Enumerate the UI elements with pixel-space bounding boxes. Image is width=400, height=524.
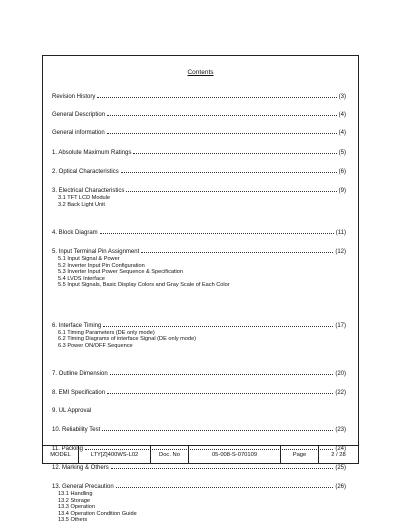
toc-entry-label: General information: [52, 130, 105, 136]
dot-leader: [126, 191, 336, 192]
toc-entry-page: (26): [335, 484, 346, 490]
toc-row: [52, 130, 346, 137]
toc-entry: [52, 390, 346, 397]
toc-entry-label: 10. Reliability Test: [52, 427, 101, 433]
toc-entry-label: 4. Block Diagram: [52, 230, 98, 236]
toc-subentry: 6.2 Timing Diagrams of interface Signal (DE only mode): [58, 336, 197, 342]
toc-row: [52, 484, 346, 491]
dot-leader: [97, 97, 336, 98]
toc-entry: [52, 130, 346, 137]
toc-subentry: 5.5 Input Signals, Basic Display Colors and Gray Scale of Each Color: [58, 282, 230, 288]
footer-doc-label: Doc. No: [151, 446, 189, 463]
toc-entry-label: General Description: [52, 112, 106, 118]
toc-entry-page: (17): [335, 322, 346, 329]
toc-entry: [52, 94, 346, 101]
toc-entry: [52, 188, 346, 208]
dot-leader: [110, 374, 334, 375]
toc-entry: [52, 230, 346, 237]
toc-entry: [52, 169, 346, 176]
toc-entry-page: (22): [335, 390, 346, 396]
toc-entry-label: 12. Marking & Others: [52, 465, 109, 471]
toc-entry-label: 3. Electrical Characteristics: [52, 188, 125, 194]
toc-row: [52, 249, 346, 256]
toc-entry: [52, 150, 346, 157]
toc-subentry: 13.5 Others: [58, 517, 88, 523]
contents-title: Contents: [187, 69, 214, 76]
footer-doc-value: 05-008-S-070109: [189, 446, 281, 463]
toc-subentry: 5.1 Input Signal & Power: [58, 256, 120, 262]
toc-row: [52, 150, 346, 157]
dot-leader: [107, 393, 333, 394]
toc-entry: [52, 249, 346, 289]
toc-entry: [52, 371, 346, 378]
toc-subentry: 6.1 Timing Parameters (DE only mode): [58, 329, 155, 336]
dot-leader: [100, 233, 334, 234]
toc-entry-label: Revision History: [52, 94, 96, 100]
toc-entry-page: (9): [338, 188, 346, 194]
toc-subentry: 13.1 Handling: [58, 491, 93, 497]
dot-leader: [107, 133, 337, 134]
footer-page-label: Page: [281, 446, 319, 463]
toc-entry-page: (23): [335, 427, 346, 433]
toc-row: [52, 408, 346, 415]
toc-entry: [52, 323, 346, 350]
toc-entry-page: (12): [335, 249, 346, 255]
dot-leader: [107, 115, 337, 116]
toc-row: [52, 112, 346, 119]
toc-subentry: 3.2 Back Light Unit: [58, 201, 105, 208]
toc-entry-label: 9. UL Approval: [52, 408, 92, 414]
toc-entry-page: (4): [338, 130, 346, 136]
footer-table: [43, 445, 358, 463]
toc-row: [52, 323, 346, 330]
toc-entry-page: (6): [338, 169, 346, 175]
dot-leader: [141, 252, 333, 253]
footer-page-value: 2 / 28: [331, 451, 346, 458]
toc-entry-page: (11): [335, 230, 346, 236]
toc-subentry: 13.3 Operation: [58, 504, 96, 510]
toc-entry: [52, 427, 346, 434]
toc-entry-label: 2. Optical Characteristics: [52, 169, 119, 175]
toc-row: [52, 188, 346, 195]
toc-entry-page: (25): [335, 465, 346, 471]
toc-entry-label: 11. Packing: [52, 446, 83, 452]
toc-entry-page: (5): [338, 150, 346, 156]
toc-entry-label: 1. Absolute Maximum Ratings: [52, 150, 132, 156]
toc-row: [52, 230, 346, 237]
toc-entry-label: 7. Outline Dimension: [52, 371, 108, 377]
dot-leader: [116, 487, 334, 488]
toc-entry-page: (4): [338, 112, 346, 118]
toc-entry-page: (3): [338, 94, 346, 100]
toc-entry: [52, 465, 346, 472]
dot-leader: [103, 326, 333, 327]
toc-entry-label: 8. EMI Specification: [52, 390, 106, 396]
toc-subentry: 6.3 Power ON/OFF Sequence: [58, 342, 133, 349]
toc-entry-page: (24): [335, 446, 346, 452]
toc-entry-label: 6. Interface Timing: [52, 322, 102, 329]
toc-row: [52, 169, 346, 176]
dot-leader: [133, 153, 336, 154]
toc-subentry: 13.2 Storage: [58, 497, 91, 504]
toc-subentry: 13.4 Operation Condition Guide: [58, 510, 137, 517]
toc-subentry: 5.3 Inverter Input Power Sequence & Specification: [58, 269, 184, 275]
toc-subentry: 5.4 LVDS Interface: [58, 275, 105, 282]
toc-entry: [52, 408, 346, 415]
document-frame: [42, 55, 359, 523]
footer-model-label: MODEL: [43, 446, 79, 463]
toc-entry: [52, 112, 346, 119]
dot-leader: [121, 172, 337, 173]
toc-row: [52, 371, 346, 378]
toc-row: [52, 427, 346, 434]
toc-entry-label: 5. Input Terminal Pin Assignment: [52, 249, 140, 255]
toc-row: [52, 465, 346, 472]
toc-entry-label: 13. General Precaution: [52, 484, 114, 490]
footer-model-value: LTY[Z]400WS-L02: [79, 446, 151, 463]
toc-subentry: 3.1 TFT LCD Module: [58, 195, 111, 201]
toc-row: [52, 390, 346, 397]
dot-leader: [102, 430, 333, 431]
toc-entry-page: (20): [335, 371, 346, 377]
toc-row: [52, 94, 346, 101]
toc-subentry: 5.2 Inverter Input Pin Configuration: [58, 262, 145, 269]
dot-leader: [111, 468, 334, 469]
